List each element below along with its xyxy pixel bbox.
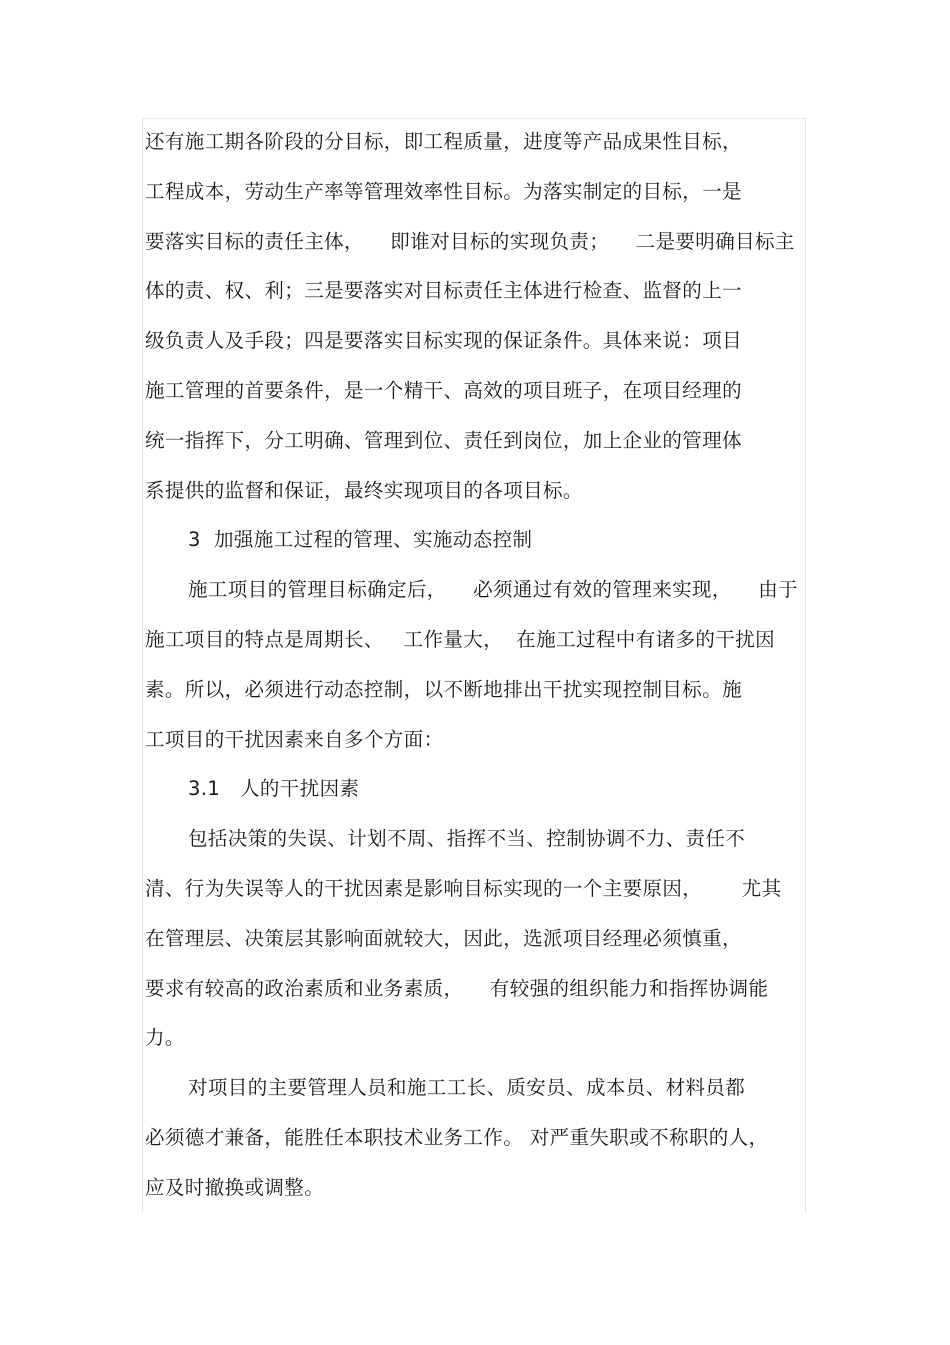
paragraph-first-line: 包括决策的失误、计划不周、指挥不当、控制协调不力、责任不 — [188, 827, 746, 851]
paragraph-first-line: 对项目的主要管理人员和施工工长、质安员、成本员、材料员都 — [188, 1076, 746, 1100]
paragraph-first-line: 施工项目的管理目标确定后， 必须通过有效的管理来实现， 由于 — [188, 578, 798, 602]
text-line: 工程成本，劳动生产率等管理效率性目标。为落实制定的目标，一是 — [145, 179, 743, 203]
subsection-heading: 3.1 人的干扰因素 — [188, 777, 360, 801]
text-line: 要落实目标的责任主体， 即谁对目标的实现负责； 二是要明确目标主 — [145, 229, 795, 253]
text-line: 系提供的监督和保证，最终实现项目的各项目标。 — [145, 478, 583, 502]
text-line: 力。 — [145, 1026, 185, 1050]
text-line: 级负责人及手段；四是要落实目标实现的保证条件。具体来说：项目 — [145, 329, 743, 353]
text-line: 必须德才兼备，能胜任本职技术业务工作。 对严重失职或不称职的人， — [145, 1125, 769, 1149]
text-line: 体的责、权、利；三是要落实对目标责任主体进行检查、监督的上一 — [145, 279, 743, 303]
text-line: 素。所以，必须进行动态控制，以不断地排出干扰实现控制目标。施 — [145, 677, 743, 701]
text-line: 施工管理的首要条件，是一个精干、高效的项目班子，在项目经理的 — [145, 378, 743, 402]
text-line: 还有施工期各阶段的分目标，即工程质量，进度等产品成果性目标， — [145, 130, 743, 153]
text-line: 施工项目的特点是周期长、 工作量大， 在施工过程中有诸多的干扰因 — [145, 627, 775, 651]
text-line: 要求有较高的政治素质和业务素质， 有较强的组织能力和指挥协调能 — [145, 976, 769, 1000]
text-line: 在管理层、决策层其影响面就较大，因此，选派项目经理必须慎重， — [145, 926, 743, 950]
document-body — [145, 122, 807, 1218]
text-line: 清、行为失误等人的干扰因素是影响目标实现的一个主要原因， 尤其 — [145, 876, 782, 900]
text-line: 统一指挥下，分工明确、管理到位、责任到岗位，加上企业的管理体 — [145, 428, 743, 452]
text-line: 应及时撤换或调整。 — [145, 1175, 325, 1199]
section-heading: 3 加强施工过程的管理、实施动态控制 — [188, 528, 533, 552]
text-line: 工项目的干扰因素来自多个方面： — [145, 727, 444, 751]
